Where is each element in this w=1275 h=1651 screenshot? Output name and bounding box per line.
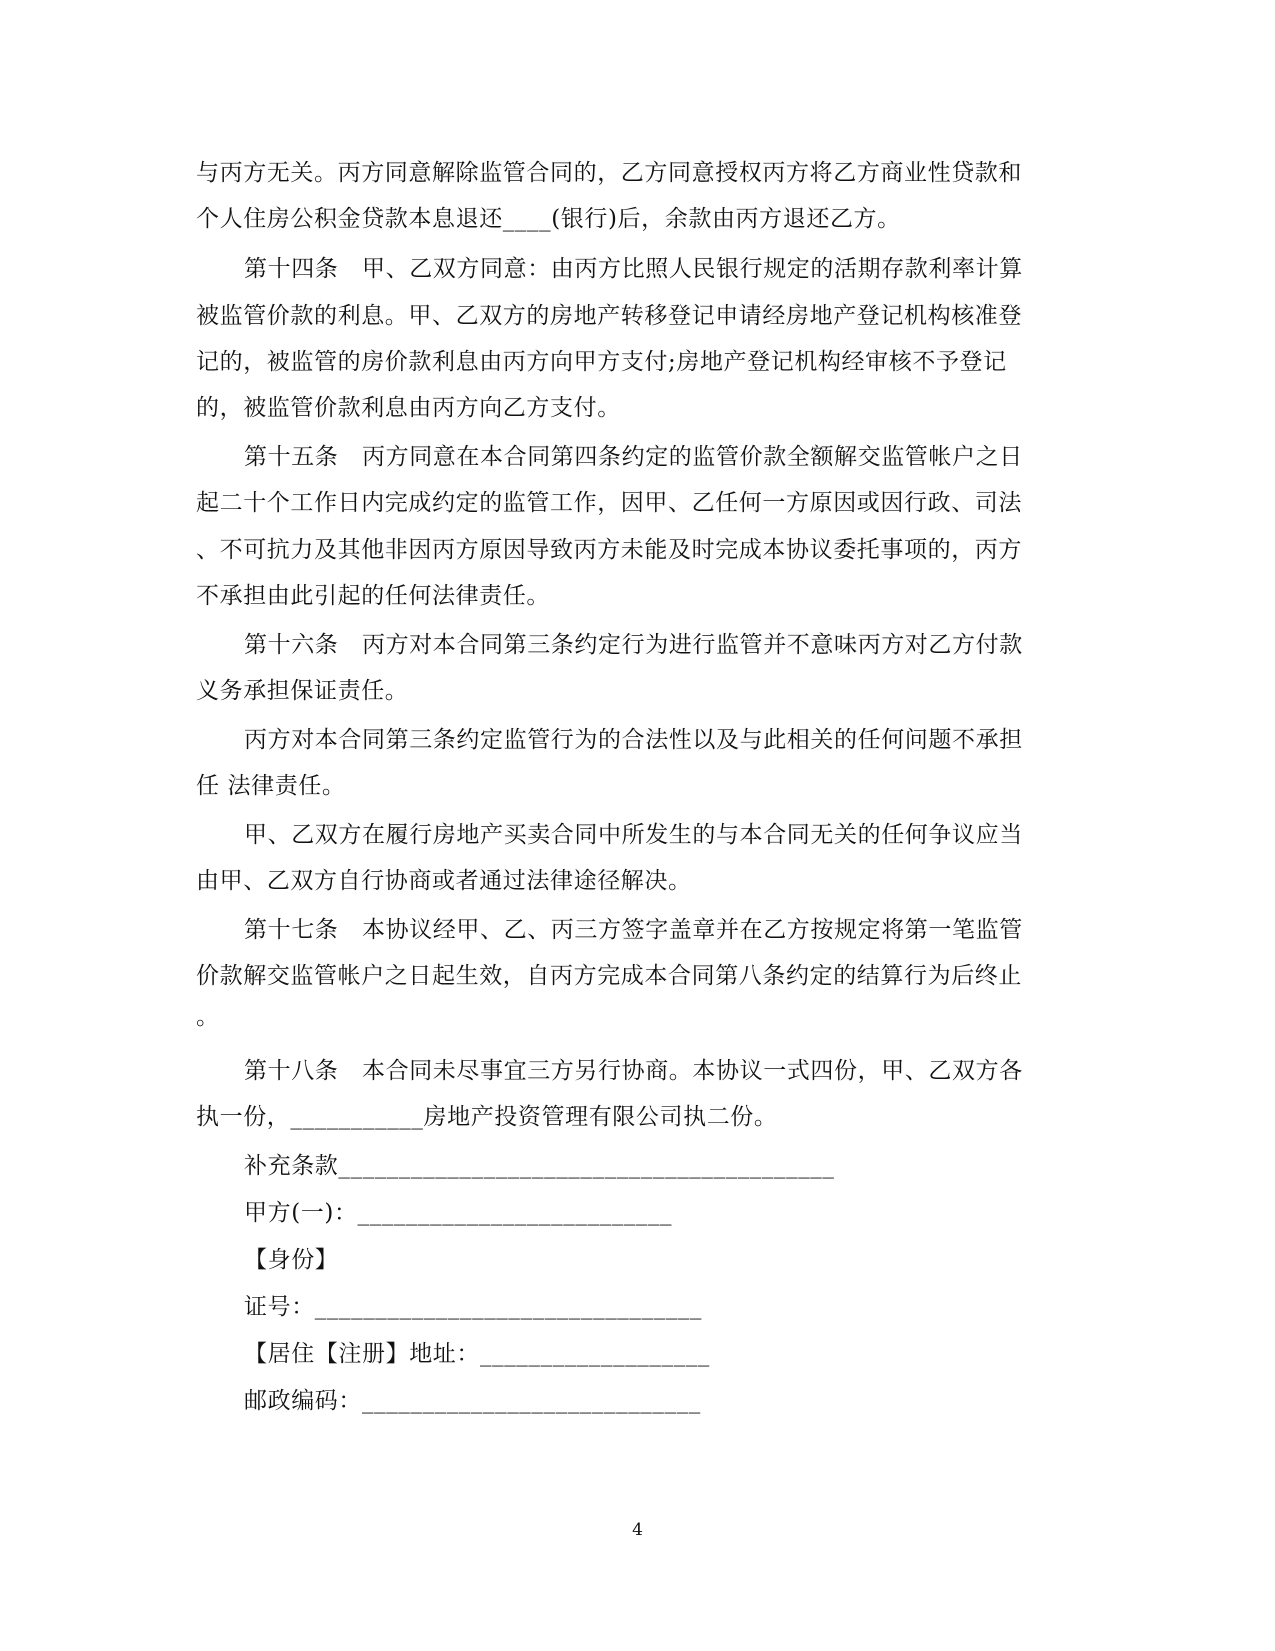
text-line: 、不可抗力及其他非因丙方原因导致丙方未能及时完成本协议委托事项的，丙方 (196, 537, 1022, 563)
text-line: 被监管价款的利息。甲、乙双方的房地产转移登记申请经房地产登记机构核准登 (196, 303, 1022, 329)
text-line: 的，被监管价款利息由丙方向乙方支付。 (196, 395, 621, 421)
party-a-field: 甲方(一)：__________________________ (244, 1200, 673, 1226)
text-line: 价款解交监管帐户之日起生效，自丙方完成本合同第八条约定的结算行为后终止 (196, 963, 1022, 989)
text-line: 不承担由此引起的任何法律责任。 (196, 583, 550, 609)
address-field: 【居住【注册】地址：___________________ (244, 1341, 710, 1367)
text-line: 起二十个工作日内完成约定的监管工作，因甲、乙任何一方原因或因行政、司法 (196, 490, 1022, 516)
text-line: 个人住房公积金贷款本息退还____(银行)后，余款由丙方退还乙方。 (196, 206, 901, 232)
id-number-field: 证号：________________________________ (244, 1294, 702, 1320)
postal-code-field: 邮政编码：____________________________ (244, 1388, 701, 1414)
text-line: 由甲、乙双方自行协商或者通过法律途径解决。 (196, 868, 692, 894)
article-14: 第十四条 甲、乙双方同意：由丙方比照人民银行规定的活期存款利率计算 (244, 256, 1023, 282)
page-number: 4 (632, 1520, 643, 1540)
article-17: 第十七条 本协议经甲、乙、丙三方签字盖章并在乙方按规定将第一笔监管 (244, 917, 1023, 943)
article-16: 第十六条 丙方对本合同第三条约定行为进行监管并不意味丙方对乙方付款 (244, 632, 1023, 658)
article-15: 第十五条 丙方同意在本合同第四条约定的监管价款全额解交监管帐户之日 (244, 444, 1023, 470)
text-line: 执一份，___________房地产投资管理有限公司执二份。 (196, 1104, 778, 1130)
paragraph: 丙方对本合同第三条约定监管行为的合法性以及与此相关的任何问题不承担 (244, 727, 1023, 753)
text-line: 义务承担保证责任。 (196, 678, 409, 704)
supplementary-clause-field: 补充条款_________________________________________ (244, 1153, 835, 1179)
paragraph: 甲、乙双方在履行房地产买卖合同中所发生的与本合同无关的任何争议应当 (244, 822, 1023, 848)
article-18: 第十八条 本合同未尽事宜三方另行协商。本协议一式四份，甲、乙双方各 (244, 1058, 1023, 1084)
text-line: 与丙方无关。丙方同意解除监管合同的，乙方同意授权丙方将乙方商业性贷款和 (196, 160, 1022, 186)
text-line: 记的，被监管的房价款利息由丙方向甲方支付;房地产登记机构经审核不予登记 (196, 349, 1007, 375)
text-line: 任 法律责任。 (196, 773, 346, 799)
text-line: 。 (196, 1004, 220, 1030)
identity-label: 【身份】 (244, 1247, 339, 1273)
